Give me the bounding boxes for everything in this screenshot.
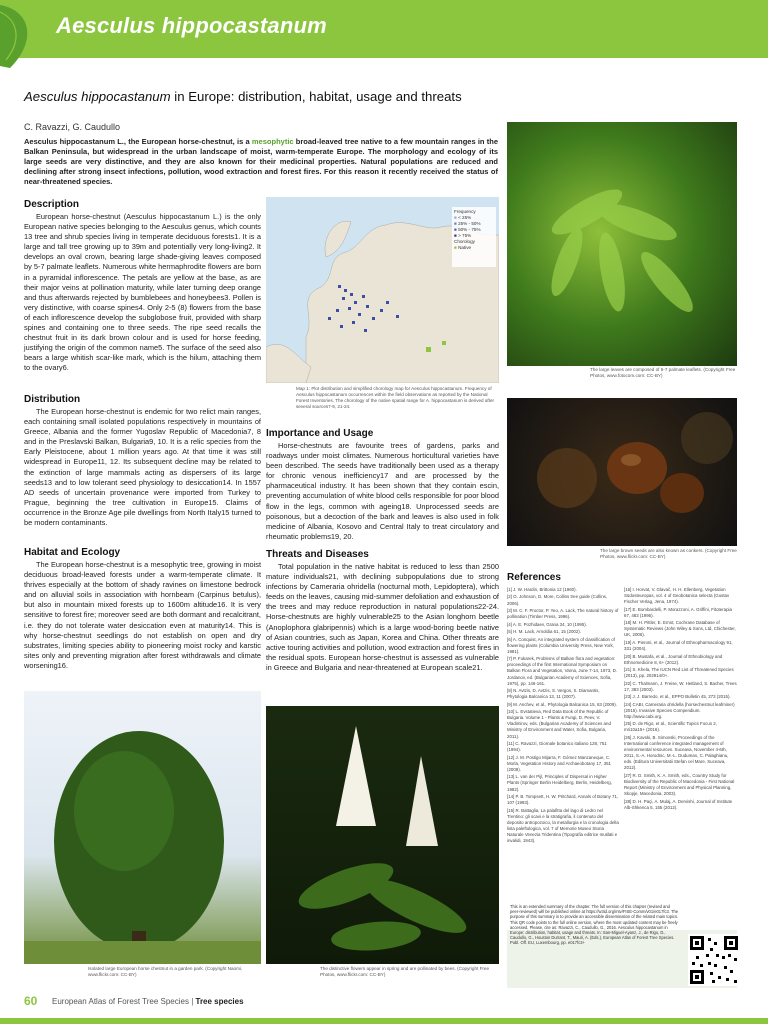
heading-threats: Threats and Diseases	[266, 549, 369, 560]
leaf-icon	[0, 0, 40, 70]
reference-item: [13] L. van der Pijl, Principles of Dispersal in Higher Plants (Springer Berlin Heidelberg, Berlin, Heidelberg, 1982).	[507, 774, 612, 792]
chorology-title: Chorology	[454, 239, 475, 244]
tree-graphic	[24, 691, 261, 964]
leaves-graphic	[507, 122, 737, 366]
seeds-graphic	[507, 398, 737, 546]
importance-text: Horse-chestnuts are favourite trees of gardens, parks and roadways under moist climates. Numerous horticultural varieties have been described. The seeds have traditionally been used as a therapy for chronic venous inefficiency17 and are processed by the pharmaceutical industry. It has been shown that they contain escin, preventing accumulation of white blood cells responsible for poor blood flow in the legs, common with ageing18. Unprocessed seeds are poisonous, but a decoction of the bark and leaves is also used in folk medicine of Albania, Kosovo and Central Italy to treat circulatory and rheumatic problems19, 20.	[266, 441, 499, 541]
reference-item: [26] J. Kavski, B. Simovski, Proceedings of the International conference integrated management of environmental resources. Suceava, November 4-6th, 2011, S.-A. Horodnic, M.-L. Duduman, C. Palaghianu, eds. (Editura Universitatii Stefan cel Mare, Suceava, 2012).	[624, 734, 729, 771]
distribution-text: The European horse-chestnut is endemic for two relict main ranges, each containing small isolated populations respectively in mountains of Greece, Albania and the former Yugoslav Republic of Macedonia7, 8 and in the Preslavski Balkan, Bulgaria9, 10. It is a relic species from the Early Pleistocene, about 1 million years ago. At that time it was still widespread in Europe11, 12. Its subsequent decline may be related to the extinction of large mammals acting as dispersers of its large seeds13 and to low tolerant seed physiology to desiccation14. In 1557 AD seeds of uncertain provenance were imported from Turkey to Prague, beginning the tree cultivation in Europe15. Claims of occurrence in the Bronze Age pile dwellings from North Italy15 turned to be modern contaminants.	[24, 407, 261, 528]
reference-item: [16] I. Horvat, V. Glavač, H. H. Ellenberg, Vegetation Südosteuropas, vol. 4 of Geobotanica selecta (Gustav Fischer Verlag, Jena, 1974).	[624, 587, 730, 605]
reference-item: [18] M. H. Pittler, E. Ernst, Cochrane Database of Systematic Reviews (John Wiley & Sons, Ltd, Chichester, UK, 2006).	[624, 620, 736, 638]
map-legend	[454, 209, 481, 251]
summary-text: This is an extended summary of the chapter. The full version of this chapter (revised and peer-reviewed) will be published online at https://w3id.org/mtv/FISE-Comm/v01/e017fc3. The purpose of this summary is to provide an accessible dissemination of the related main topics. This QR code points to the full online version, where the most updated content may be freely accessed. Please, cite as: Ravazzi, C., Caudullo, G., 2016. Aesculus hippocastanum in Europe: distribution, habitat, usage and threats. In: San-Miguel-Ayanz, J., de Rigo, D., Caudullo, G., Houston Durrant, T., Mauri, A. (Eds.), European Atlas of Forest Tree Species. Publ. Off. EU, Luxembourg, pp. e017fc3+	[510, 904, 679, 946]
page-title: Aesculus hippocastanum	[56, 13, 327, 38]
chorology-item: ■ Native	[454, 245, 472, 250]
reference-item: [23] J. J. Barredo, et al., EPPO Bulletin 45, 273 (2015).	[624, 694, 731, 700]
flowers-photo	[266, 706, 499, 964]
reference-item: [19] A. Pieroni, et al., Journal of Ethnopharmacology 91, 331 (2004).	[624, 639, 733, 652]
heading-distribution: Distribution	[24, 394, 81, 405]
reference-item: [5] H. M. Lack, Arnoldia 61, 15 (2002).	[507, 629, 581, 635]
threats-text: Total population in the native habitat is reduced to less than 2500 mature individuals21, with declining subpopulations due to strong infections by Cameraria ohridella (nocturnal moth, Lepidoptera), which feeds on the leaves, causing mid-summer defoliation and exhaustion of the trees and may reduce reproduction in natural populations22-24. Horse-chestnuts are highly vulnerable25 to the Asian longhorn beetle (Anoplophora glabripennis) which is a large wood-boring beetle native of Asian countries, such as Japan, Korea and China. Other threats are active touring activities and pollution, wood extraction and forest fires in the residual spots. European horse-chestnut is assessed as vulnerable in Greece and Bulgaria and near-threatened at European scale21.	[266, 562, 499, 672]
legend-title: Frequency	[454, 209, 476, 214]
description-text: European horse-chestnut (Aesculus hippocastanum L.) is the only European native species belonging to the Aesculus genus, which counts 13 tree and shrub species living in temperate deciduous forests1. It is a large and tall tree growing up to 39m and potentially very long-living2. It develops an oval crown, bearing large shade-giving leaves composed by 5-7 palmate leaflets. Numerous white hermaphrodite flowers are born in a pyramidal inflorescence. The petals are yellow at the base, as are their major veins at pollination maturity, while later turning deep orange and thus afterwards rejected by bumblebees and honeybees3. Pollen is very distinctive, with coarse spines4. Only 2-5 (8) flowers from the base of each inflorescence develop the subglobose fruit, provided with sharp spines and containing one to three seeds. The ripe seed recalls the chestnut fruit in its dark brown colour and is used for horse feeding, justifying the origin of the common name5. The surface of the seed also bears a large whitish scar-like mark, which is the hilum, attaching them to the ovary6.	[24, 212, 261, 373]
reference-item: [7] P. Fukarek, Problems of Balkan flora and vegetation: proceedings of the first International Symposium on Balkan Flora and Vegetation, Varna, June 7-14, 1973, D. Jordanov, ed. (Bulgarian Academy of Sciences, Sofia, 1975), pp. 146-161.	[507, 656, 618, 686]
tree-photo	[24, 691, 261, 964]
authors: C. Ravazzi, G. Caudullo	[24, 122, 121, 132]
flowers-caption: The distinctive flowers appear in spring and are pollinated by bees. (Copyright Free Photos, www.flickr.com: CC-BY)	[320, 966, 490, 977]
reference-item: [14] P. B. Tompsett, H. W. Pritchard, Annals of Botany 71, 107 (1993).	[507, 793, 619, 806]
article-title	[24, 89, 462, 104]
reference-item: [22] C. Thalmann, J. Freise, W. Heitland, S. Bacher, Trees 17, 383 (2003).	[624, 680, 737, 692]
heading-description: Description	[24, 199, 80, 210]
reference-item: [21] S. Khela, The IUCN Red List of Threatened Species (2013), pp. 202914/0+.	[624, 667, 734, 679]
tree-caption: Isolated large European horse chestnut in a garden park. (Copyright Naomi, www.flickr.com: CC-BY)	[88, 966, 243, 977]
reference-item: [25] D. de Rigo, et al., Scientific Topics Focus 2, mri10a15+ (2016).	[624, 721, 717, 733]
reference-item: [11] C. Ravazzi, Giornale botanico italiano 128, 751 (1994).	[507, 741, 607, 753]
footer-bar	[0, 1018, 768, 1024]
heading-habitat: Habitat and Ecology	[24, 547, 121, 558]
reference-item: [6] A. Conquist, An integrated system of classification of flowering plants (Columbia University Press, New York, 1981).	[507, 636, 615, 654]
references-right	[624, 587, 737, 812]
legend-item: ■ > 75%	[454, 233, 472, 238]
reference-item: [3] M. C. F. Proctor, P. Yeo, A. Lack, The natural history of pollination (Timber Press, 1996).	[507, 608, 619, 620]
reference-item: [20] B. Mustafa, et al., Journal of Ethnobiology and Ethnomedicine 8, 6+ (2012).	[624, 653, 723, 665]
habitat-text: The European horse-chestnut is a mesophytic tree, growing in moist deciduous broad-leaved forests under a warm-temperate climate. It thrives especially at the bottom of shady ravines on limestone bedrock and on alluvial soils in association with hornbeam (Carpinus betulus), but also in mountain mixed forests up to 1600m altitude16. It is very sensitive to forest fire; moreover seed are both dormant and recalcitrant, i.e. they do not tolerate water desiccation even at maturity14. This is why horse-chestnut seedlings do not establish on open and dry substrates, limiting species ability to pioneering moist rocky and karstic sites only and preventing migration after forest withdrawals and climate worsening16.	[24, 560, 261, 670]
leaves-caption: The large leaves are composed of 5-7 palmate leaflets. (Copyright Free Photos, www.fotocom.com: CC-BY)	[590, 367, 736, 378]
page-number: 60	[24, 994, 38, 1008]
reference-item: [28] D. H. Paçi, A. Mulaj, A. Dervishi, Journal of Institute Alb-Shkenca 5, 155 (2012).	[624, 798, 733, 810]
reference-item: [4] A. E. Pozhidaev, Grana 34, 10 (1995).	[507, 621, 587, 627]
article-title-rest: in Europe: distribution, habitat, usage and threats	[170, 89, 462, 104]
leaves-photo	[507, 122, 737, 366]
reference-item: [8] N. Avtzis, D. Avtzis, S. Vergos, S. Diamantis, Phytologia Balcanica 13, 11 (2007).	[507, 688, 600, 700]
references-left	[507, 587, 619, 846]
legend-item: ■ < 25%	[454, 215, 472, 220]
qr-code-icon[interactable]	[688, 934, 740, 986]
heading-importance: Importance and Usage	[266, 428, 374, 439]
reference-item: [17] E. Bombardelli, P. Morazzoni, A. Griffini, Fitoterapia 67, 483 (1996).	[624, 606, 732, 618]
reference-item: [12] J. M. Postigo Mijarra, F. Gómez Manzaneque, C. Morla, Vegetation History and Archaeobotany 17, 351 (2008).	[507, 754, 611, 772]
seeds-caption: The large brown seeds are also known as conkers. (Copyright Free Photos, www.flickr.com: CC-BY)	[600, 548, 737, 559]
article-title-species: Aesculus hippocastanum	[24, 89, 171, 104]
heading-references: References	[507, 572, 561, 583]
seeds-photo	[507, 398, 737, 546]
reference-item: [2] O. Johnson, D. More, Collins tree guide (Collins, 2006).	[507, 594, 608, 606]
abstract	[24, 137, 498, 187]
header-banner	[0, 0, 768, 58]
reference-item: [24] CABI, Cameraria ohridella (horsechestnut leafminer) (2015). Invasive Species Compendium. http://www.cabi.org.	[624, 701, 735, 719]
legend-item: ■ 50% - 75%	[454, 227, 481, 232]
abstract-part-2: broad-leaved tree native to a few mountain ranges in the Balkan Peninsula, but widespread in the urban landscape of moist, warm-temperate Europe. The morphology and ecology of its large seeds are very distinctive, and they are also known for their medicinal properties. Natural populations are reduced and declining after strong insect infections, pollution, wood extraction and forest fires. For this reason it recently received the status of near-threatened species.	[24, 137, 498, 186]
flowers-graphic	[266, 706, 499, 964]
reference-item: [10] L. Evstatieva, Red Data Book of the Republic of Bulgaria. Volume 1 - Plants & Fungi, D. Peev, V. Vladimirov, eds. (Bulgarian Academy of Sciences and Ministry of Environment and Water, Sofia, Bulgaria, 2011).	[507, 709, 611, 739]
abstract-highlight: mesophytic	[251, 137, 294, 146]
distribution-map	[266, 197, 499, 383]
abstract-part-1: Aesculus hippocastanum L., the European horse-chestnut, is a	[24, 137, 252, 146]
reference-item: [27] R. D. Smith, K. A. Smith, eds., Country Study for Biodiversity of the Republic of Macedonia - First National Report (Ministry of Environment and Physical Planning, Skopje, Macedonia, 2003).	[624, 772, 735, 797]
reference-item: [1] J. W. Hardin, Brittonia 12 (1960).	[507, 587, 577, 592]
map-caption: Map 1: Plot distribution and simplified chorology map for Aesculus hippocastanum. Frequency of Aesculus hippocastanum occurrences within the field observations as reported by the National Forest Inventories. The chorology of the native spatial range for A. hippocastanum is derived after several sources7-9, 21-24.	[296, 386, 495, 409]
legend-item: ■ 25% - 50%	[454, 221, 481, 226]
reference-item: [9] M. Anchev, et al., Phytologia Balcanica 15, 63 (2009).	[507, 701, 617, 707]
reference-item: [15] R. Battaglia, La palafitta del lago di Ledro nel Trentino: gli scavi e la stratigrafia, il contenuto del deposito antropozoico, la metallurgia e la cronologia della lista paleftologica, vol. 7 of Memorie Museo Storia Naturale Venezia Tridentina (Tipografia editrice mutilati e invalidi, 1943).	[507, 807, 619, 844]
footer-text: European Atlas of Forest Tree Species | Tree species	[52, 997, 244, 1006]
